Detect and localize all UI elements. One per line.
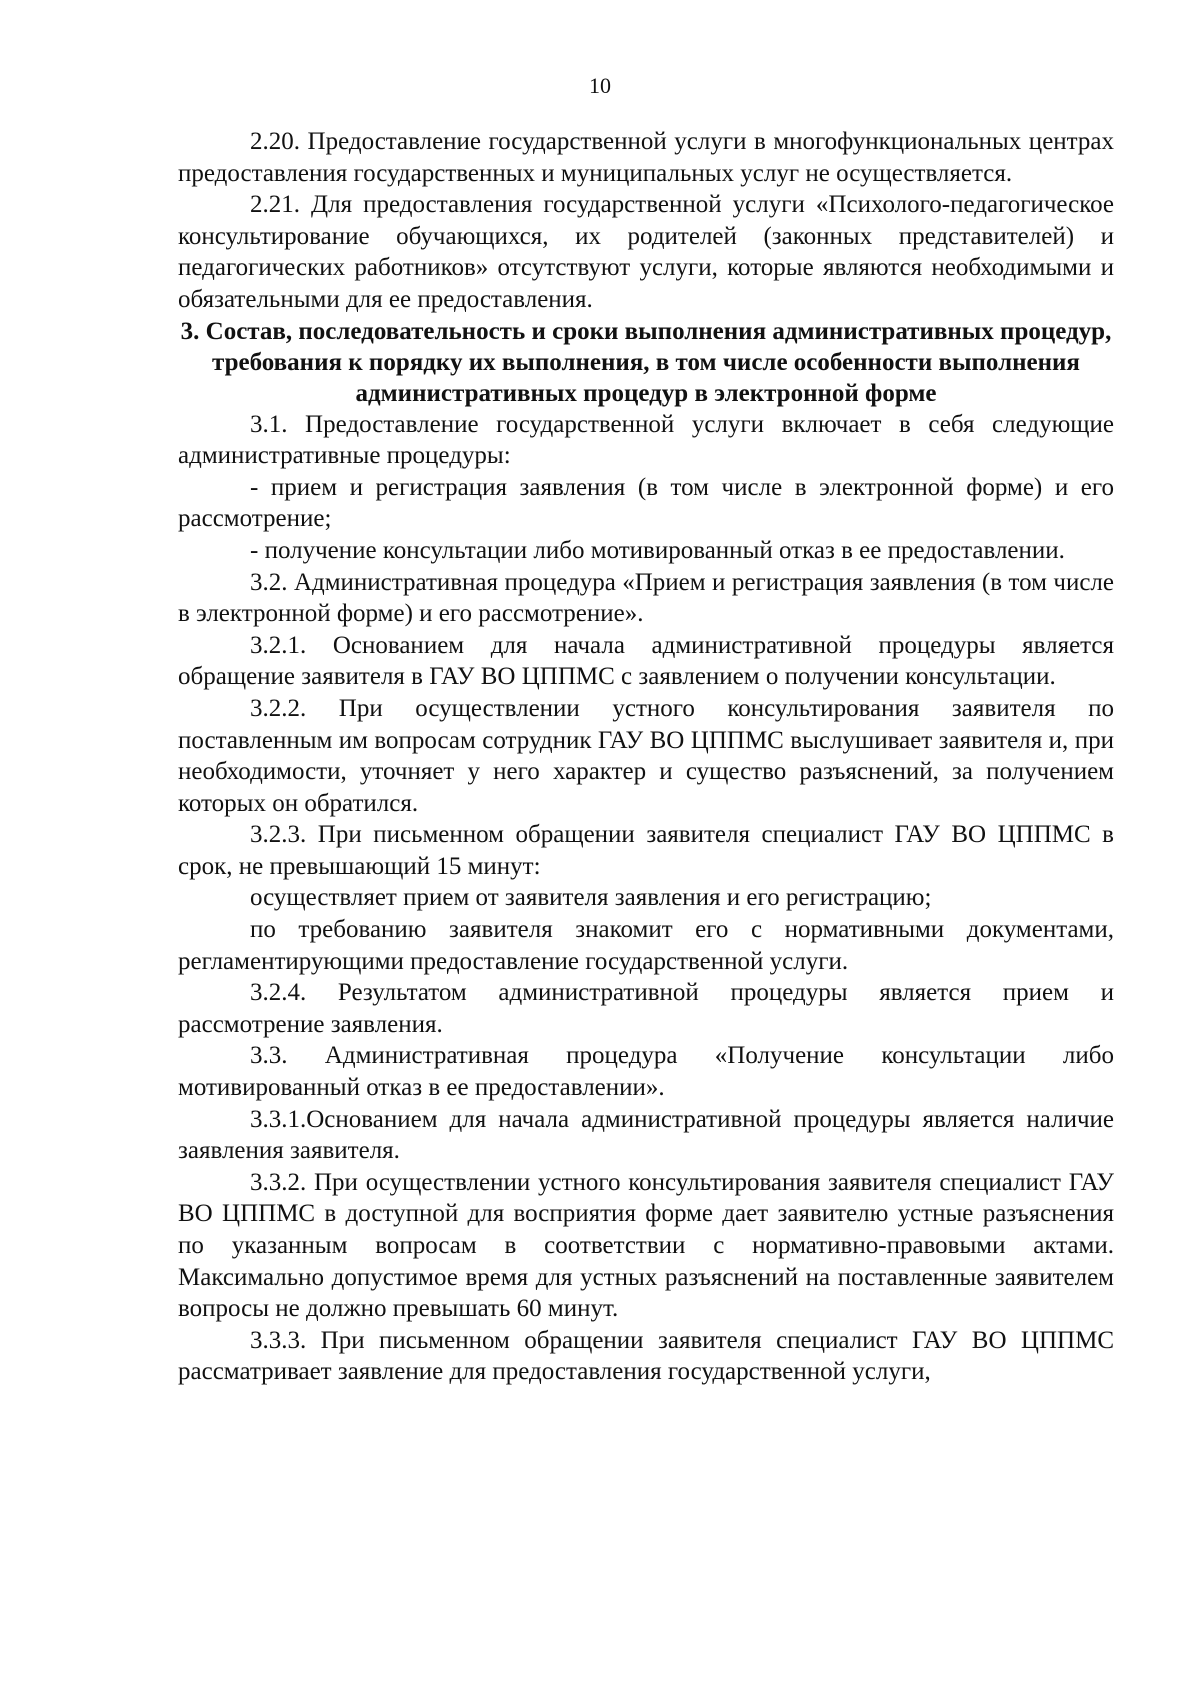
paragraph-3-3-3: 3.3.3. При письменном обращении заявителя специалист ГАУ ВО ЦППМС рассматривает заявление для предоставления государственной услуги, xyxy=(178,1326,1114,1386)
paragraph-3-3-2: 3.3.2. При осуществлении устного консультирования заявителя специалист ГАУ ВО ЦППМС в доступной для восприятия форме дает заявителю устные разъяснения по указанным вопросам в соответствии с нормативно-правовыми актами. Максимально допустимое время для устных разъяснений на поставленные заявителем вопросы не должно превышать 60 минут. xyxy=(178,1168,1114,1323)
document-body xyxy=(178,126,1114,1388)
page-number: 10 xyxy=(589,73,611,98)
paragraph-2-21: 2.21. Для предоставления государственной услуги «Психолого-педагогическое консультирование обучающихся, их родителей (законных представителей) и педагогических работников» отсутствуют услуги, которые являются необходимыми и обязательными для ее предоставления. xyxy=(178,191,1114,313)
paragraph-3-1: 3.1. Предоставление государственной услуги включает в себя следующие административные процедуры: xyxy=(178,410,1114,470)
paragraph-2-20: 2.20. Предоставление государственной услуги в многофункциональных центрах предоставления государственных и муниципальных услуг не осуществляется. xyxy=(178,128,1114,187)
paragraph-registration: осуществляет прием от заявителя заявления и его регистрацию; xyxy=(250,884,932,912)
list-item-consultation: - получение консультации либо мотивированный отказ в ее предоставлении. xyxy=(250,536,1065,564)
section-3-heading: 3. Состав, последовательность и сроки выполнения административных процедур, требования к порядку их выполнения, в том числе особенности выполнения административных процедур в электронной форме xyxy=(180,317,1112,407)
paragraph-3-3-1: 3.3.1.Основанием для начала административной процедуры является наличие заявления заявителя. xyxy=(178,1105,1114,1165)
paragraph-3-2-2: 3.2.2. При осуществлении устного консультирования заявителя по поставленным им вопросам сотрудник ГАУ ВО ЦППМС выслушивает заявителя и, при необходимости, уточняет у него характер и существо разъяснений, за получением которых он обратился. xyxy=(178,694,1114,817)
paragraph-familiarize: по требованию заявителя знакомит его с нормативными документами, регламентирующими предоставление государственной услуги. xyxy=(178,916,1114,975)
paragraph-3-2-4: 3.2.4. Результатом административной процедуры является прием и рассмотрение заявления. xyxy=(178,979,1114,1038)
list-item-reception: - прием и регистрация заявления (в том числе в электронной форме) и его рассмотрение; xyxy=(178,473,1114,533)
paragraph-3-3: 3.3. Административная процедура «Получение консультации либо мотивированный отказ в ее предоставлении». xyxy=(178,1042,1114,1102)
paragraph-3-2-1: 3.2.1. Основанием для начала административной процедуры является обращение заявителя в ГАУ ВО ЦППМС с заявлением о получении консультации. xyxy=(178,631,1114,691)
paragraph-3-2: 3.2. Административная процедура «Прием и регистрация заявления (в том числе в электронной форме) и его рассмотрение». xyxy=(178,568,1114,628)
paragraph-3-2-3: 3.2.3. При письменном обращении заявителя специалист ГАУ ВО ЦППМС в срок, не превышающий 15 минут: xyxy=(178,821,1114,880)
